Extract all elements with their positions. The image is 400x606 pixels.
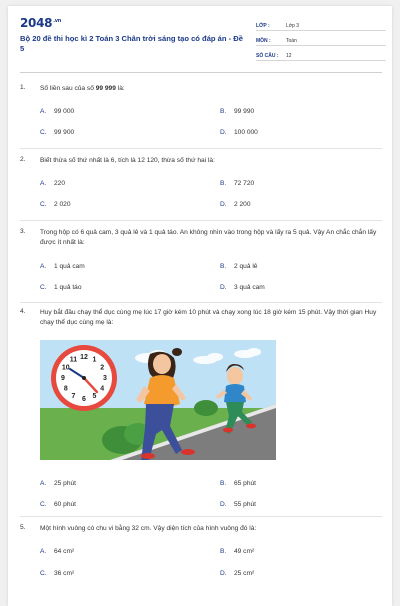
meta-label: LỚP : xyxy=(256,23,270,29)
question-number: 3. xyxy=(20,228,26,235)
clock-number: 7 xyxy=(71,393,76,401)
clock-number: 11 xyxy=(69,356,78,364)
clock-number: 1 xyxy=(92,356,97,364)
clock-number: 9 xyxy=(61,374,65,382)
question-3 xyxy=(20,228,382,298)
option-value: 64 cm² xyxy=(54,548,75,555)
logo-suffix: .vn xyxy=(53,18,62,24)
option-label: A. xyxy=(40,180,47,187)
option-value: 2 quả lê xyxy=(234,263,258,270)
question-number: 1. xyxy=(20,84,26,91)
option-value: 55 phút xyxy=(234,501,256,508)
document-page xyxy=(8,6,392,606)
option-label: A. xyxy=(40,263,47,270)
meta-row-subject xyxy=(256,35,386,46)
option-label: A. xyxy=(40,548,47,555)
option-value: 1 quả cam xyxy=(54,263,85,270)
option-a[interactable] xyxy=(40,480,76,487)
option-label: B. xyxy=(220,480,227,487)
option-value: 99 900 xyxy=(54,129,75,136)
option-label: A. xyxy=(40,108,47,115)
option-value: 72 720 xyxy=(234,180,255,187)
option-label: B. xyxy=(220,108,227,115)
option-value: 99 990 xyxy=(234,108,255,115)
question-text: Huy bắt đầu chạy thể dục cùng mẹ lúc 17 giờ kém 10 phút và chạy xong lúc 18 giờ kém 15 phút. Vậy thời gian Huy chạy thể dục cùng mẹ là: xyxy=(40,309,377,326)
option-b[interactable] xyxy=(220,263,257,270)
meta-value: Toán xyxy=(286,38,297,44)
logo-text: 2048 xyxy=(20,16,53,30)
option-c[interactable] xyxy=(40,501,76,508)
clock-number: 5 xyxy=(92,393,97,401)
option-b[interactable] xyxy=(220,180,254,187)
option-value: 1 quả táo xyxy=(54,284,82,291)
document-title: Bộ 20 đề thi học kì 2 Toán 3 Chân trời sáng tạo có đáp án - Đề 5 xyxy=(20,34,243,53)
option-label: C. xyxy=(40,284,47,291)
header-divider xyxy=(20,72,382,73)
question-text: Một hình vuông có chu vi bằng 32 cm. Vậy diện tích của hình vuông đó là: xyxy=(40,525,257,532)
question-divider xyxy=(20,302,382,303)
question-number: 2. xyxy=(20,156,26,163)
option-label: B. xyxy=(220,180,227,187)
option-b[interactable] xyxy=(220,548,254,555)
option-d[interactable] xyxy=(220,501,256,508)
option-label: D. xyxy=(220,570,227,577)
meta-label: MÔN : xyxy=(256,38,271,44)
option-value: 99 000 xyxy=(54,108,75,115)
option-c[interactable] xyxy=(40,570,74,577)
question-text-bold: 99 999 xyxy=(95,85,116,92)
option-label: C. xyxy=(40,570,47,577)
option-a[interactable] xyxy=(40,548,74,555)
document-meta xyxy=(256,20,386,65)
meta-row-count xyxy=(256,50,386,61)
document-header xyxy=(20,16,382,72)
option-label: A. xyxy=(40,480,47,487)
clock-number: 4 xyxy=(100,385,105,393)
option-c[interactable] xyxy=(40,201,71,208)
option-value: 220 xyxy=(54,180,66,187)
option-value: 60 phút xyxy=(54,501,76,508)
option-label: B. xyxy=(220,548,227,555)
question-text: Biết thừa số thứ nhất là 6, tích là 12 120, thừa số thứ hai là: xyxy=(40,157,215,164)
question-text-before: Số liền sau của số xyxy=(40,85,96,92)
option-value: 25 cm² xyxy=(234,570,255,577)
clock-number: 6 xyxy=(82,395,86,403)
question-text: Trong hộp có 6 quả cam, 3 quả lê và 1 quả táo. An không nhìn vào trong hộp và lấy ra 5 quả. Vậy An chắc chắn lấy được ít nhất là: xyxy=(40,229,377,246)
question-divider xyxy=(20,220,382,221)
clock-number: 8 xyxy=(63,385,68,393)
option-b[interactable] xyxy=(220,480,256,487)
meta-value: Lớp 3 xyxy=(286,23,300,29)
option-b[interactable] xyxy=(220,108,254,115)
clock-number: 12 xyxy=(80,353,88,361)
option-value: 2 020 xyxy=(54,201,71,208)
question-divider xyxy=(20,148,382,149)
option-label: C. xyxy=(40,201,47,208)
option-value: 65 phút xyxy=(234,480,256,487)
clock-icon xyxy=(51,345,117,411)
option-value: 2 200 xyxy=(234,201,251,208)
option-value: 36 cm² xyxy=(54,570,75,577)
option-label: B. xyxy=(220,263,227,270)
question-1 xyxy=(20,84,382,144)
option-value: 25 phút xyxy=(54,480,76,487)
option-d[interactable] xyxy=(220,570,254,577)
running-illustration xyxy=(40,340,276,460)
question-divider xyxy=(20,516,382,517)
meta-row-grade xyxy=(256,20,386,31)
clock-number: 2 xyxy=(100,364,105,372)
option-d[interactable] xyxy=(220,201,251,208)
option-c[interactable] xyxy=(40,129,74,136)
question-2 xyxy=(20,156,382,216)
option-a[interactable] xyxy=(40,108,74,115)
option-d[interactable] xyxy=(220,284,265,291)
option-value: 49 cm² xyxy=(234,548,255,555)
option-a[interactable] xyxy=(40,263,85,270)
clock-number: 10 xyxy=(61,364,70,372)
meta-value: 12 xyxy=(286,53,292,59)
question-5 xyxy=(20,524,382,594)
clock-number: 3 xyxy=(103,374,107,382)
meta-label: SỐ CÂU : xyxy=(256,53,279,59)
question-text xyxy=(40,84,380,94)
option-a[interactable] xyxy=(40,180,65,187)
clock-center xyxy=(82,376,86,380)
option-label: D. xyxy=(220,501,227,508)
option-label: C. xyxy=(40,501,47,508)
question-number: 4. xyxy=(20,308,26,315)
option-value: 3 quả cam xyxy=(234,284,265,291)
option-d[interactable] xyxy=(220,129,258,136)
option-label: D. xyxy=(220,129,227,136)
option-label: D. xyxy=(220,284,227,291)
option-c[interactable] xyxy=(40,284,82,291)
question-text-after: là: xyxy=(115,85,125,92)
option-value: 100 000 xyxy=(234,129,258,136)
option-label: C. xyxy=(40,129,47,136)
question-number: 5. xyxy=(20,524,26,531)
option-label: D. xyxy=(220,201,227,208)
